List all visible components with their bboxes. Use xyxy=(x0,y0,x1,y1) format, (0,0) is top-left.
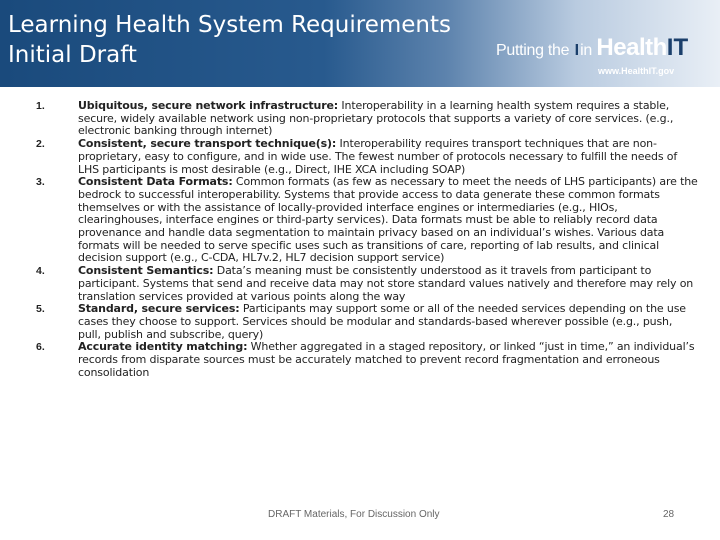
title-line-2: Initial Draft xyxy=(8,42,137,68)
item-text xyxy=(78,138,698,176)
item-text xyxy=(78,265,698,303)
list-item xyxy=(0,303,720,341)
slide-header xyxy=(0,0,720,87)
item-heading: Standard, secure services: xyxy=(78,302,240,316)
logo-health: Health xyxy=(596,34,667,61)
item-body: Data’s meaning must be consistently understood as it travels from participant to participant. Systems that send and receive data may not store standard values natively and therefore may rely on translation services provided at various points along the way xyxy=(78,264,694,303)
item-text xyxy=(78,303,698,341)
item-number: 6. xyxy=(36,341,45,354)
item-text xyxy=(78,100,698,138)
item-heading: Ubiquitous, secure network infrastructure: xyxy=(78,99,339,112)
item-heading: Consistent Data Formats: xyxy=(78,175,233,189)
list-item xyxy=(0,341,720,379)
healthit-logo xyxy=(496,34,689,84)
item-number: 2. xyxy=(36,138,45,151)
page-title xyxy=(8,10,451,70)
item-number: 1. xyxy=(36,100,45,112)
list-item xyxy=(0,100,720,138)
item-heading: Consistent Semantics: xyxy=(78,264,214,278)
logo-putting: Putting the xyxy=(496,42,570,59)
item-body: Interoperability requires transport techniques that are non-proprietary, easy to configure, and in wide use. The fewest number of protocols necessary to fulfill the needs of LHS participants is most desirable (e.g., Direct, IHE XCA including SOAP) xyxy=(78,137,678,176)
logo-in: in xyxy=(580,42,592,59)
item-body: Whether aggregated in a staged repository, or linked “just in time,” an individual’s records from disparate sources must be accurately matched to prevent record fragmentation and erroneous consolidation xyxy=(78,340,695,379)
list-item xyxy=(0,138,720,176)
list-item xyxy=(0,265,720,303)
item-number: 4. xyxy=(36,265,45,278)
list-item xyxy=(0,176,720,265)
logo-url: www.HealthIT.gov xyxy=(598,66,675,76)
title-line-1: Learning Health System Requirements xyxy=(8,12,451,38)
item-text xyxy=(78,176,698,265)
footer-text: DRAFT Materials, For Discussion Only xyxy=(268,509,440,520)
logo-it: IT xyxy=(666,34,689,61)
page-number: 28 xyxy=(663,509,675,520)
requirements-list xyxy=(0,100,720,379)
item-heading: Consistent, secure transport technique(s): xyxy=(78,137,337,151)
item-body: Interoperability in a learning health system requires a stable, secure, widely available network using non-proprietary protocols that supports a variety of core services. (e.g., electronic banking through internet) xyxy=(78,99,674,138)
item-number: 5. xyxy=(36,303,45,316)
item-heading: Accurate identity matching: xyxy=(78,340,248,354)
item-body: Participants may support some or all of the needed services depending on the use cases they choose to support. Services should be modular and standards-based wherever possible (e.g., push, pull, publish and subscribe, query) xyxy=(78,302,686,341)
logo-wordmark xyxy=(496,34,688,62)
item-body: Common formats (as few as necessary to meet the needs of LHS participants) are the bedrock to successful interoperability. Systems that provide access to data generate these common formats themselves or with the assistance of locally-provided interface engines or intermediaries (e.g., HIOs, clearinghouses, interface engines or third-party services). Data formats must be able to reliably record data provenance and handle data segmentation to maintain privacy based on an individual’s wishes. Various data formats will be needed to serve specific uses such as transitions of care, reporting of lab results, and clinical decision support (e.g., C-CDA, HL7v.2, HL7 decision support service) xyxy=(78,175,698,265)
item-number: 3. xyxy=(36,176,45,189)
item-text xyxy=(78,341,698,379)
logo-i: I xyxy=(574,42,580,59)
